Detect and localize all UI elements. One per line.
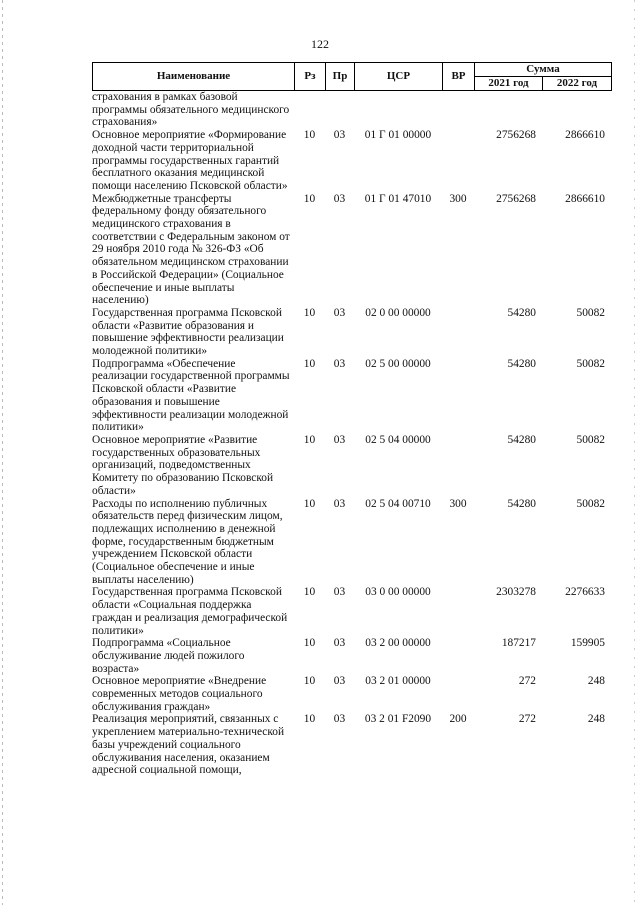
- row-name: Основное мероприятие «Формирование доходной части территориальной программы государственных гарантий бесплатного оказания медицинской помощи населению Псковской области»: [92, 129, 288, 192]
- table-row: [92, 129, 611, 193]
- header-pr: Пр: [326, 63, 355, 91]
- row-csr: 03 2 01 00000: [365, 675, 431, 688]
- row-sum-2022: 2866610: [565, 192, 605, 205]
- row-sum-2021: 272: [518, 675, 536, 688]
- row-name: Основное мероприятие «Развитие государственных образовательных организаций, подведомственных Комитету по образованию Псковской области»: [92, 433, 274, 497]
- row-name: Подпрограмма «Социальное обслуживание людей пожилого возраста»: [92, 637, 245, 675]
- row-rz: 10: [303, 357, 316, 370]
- row-rz: 10: [303, 129, 316, 142]
- table-row: [92, 498, 611, 587]
- row-sum-2022: 2866610: [565, 129, 605, 142]
- row-sum-2021: 187217: [501, 637, 536, 650]
- header-rz: Рз: [295, 63, 326, 91]
- table-row: [92, 637, 611, 675]
- table-row: [92, 713, 611, 777]
- row-vr: [442, 307, 474, 358]
- row-rz: 10: [303, 433, 316, 446]
- row-vr: [442, 358, 474, 434]
- row-rz: 10: [303, 637, 316, 650]
- row-csr: 02 5 04 00000: [365, 433, 431, 446]
- header-year-2022: 2022 год: [543, 77, 612, 91]
- scan-edge-right: [634, 0, 635, 905]
- table-row: [92, 434, 611, 498]
- row-sum-2022: 50082: [576, 433, 605, 446]
- table-row: [92, 358, 611, 434]
- row-rz: [294, 91, 325, 129]
- row-vr: 300: [449, 497, 467, 510]
- header-csr: ЦСР: [355, 63, 443, 91]
- row-sum-2022: 159905: [570, 637, 605, 650]
- row-sum-2022: 2276633: [565, 586, 605, 599]
- row-csr: 03 2 00 00000: [365, 637, 431, 650]
- row-name: Государственная программа Псковской области «Социальная поддержка граждан и реализация демографической политики»: [92, 586, 288, 637]
- row-sum-2022: 50082: [576, 497, 605, 510]
- row-rz: 10: [303, 192, 316, 205]
- row-sum-2021: 2756268: [496, 129, 536, 142]
- row-csr: 03 2 01 F2090: [364, 713, 432, 726]
- row-csr: 01 Г 01 47010: [364, 192, 432, 205]
- row-vr: [442, 434, 474, 498]
- row-sum-2021: 2756268: [496, 192, 536, 205]
- row-pr: 03: [333, 675, 346, 688]
- row-rz: 10: [303, 713, 316, 726]
- scan-edge-left: [2, 0, 3, 905]
- row-name: страхования в рамках базовой программы обязательного медицинского страхования»: [92, 91, 290, 129]
- row-vr: 200: [449, 713, 467, 726]
- row-vr: [442, 91, 474, 129]
- row-vr: [442, 637, 474, 675]
- row-pr: 03: [333, 586, 346, 599]
- row-rz: 10: [303, 497, 316, 510]
- table-row: [92, 307, 611, 358]
- page-number: 122: [311, 37, 329, 51]
- row-sum-2021: 272: [518, 713, 536, 726]
- row-sum-2022: 248: [587, 713, 605, 726]
- row-pr: 03: [333, 129, 346, 142]
- table-row: [92, 586, 611, 637]
- table-row: [92, 91, 611, 129]
- table-header: [92, 62, 612, 91]
- table-row: [92, 193, 611, 307]
- row-name: Межбюджетные трансферты федеральному фонду обязательного медицинского страхования в соответствии с Федеральным законом от 29 ноября 2010 года № 326-ФЗ «Об обязательном медицинском страховании в Российской Федерации» (Социальное обеспечение и иные выплаты населению): [92, 192, 290, 307]
- row-sum-2021: 54280: [507, 497, 536, 510]
- row-name: Подпрограмма «Обеспечение реализации государственной программы Псковской области «Развитие образования и повышение эффективности реализации молодежной политики»: [92, 357, 290, 434]
- budget-table: [92, 91, 611, 777]
- table-row: [92, 675, 611, 713]
- row-pr: 03: [333, 433, 346, 446]
- row-sum-2022: 50082: [576, 357, 605, 370]
- row-csr: [354, 91, 442, 129]
- row-sum-2022: 248: [587, 675, 605, 688]
- row-pr: 03: [333, 713, 346, 726]
- row-csr: 03 0 00 00000: [365, 586, 431, 599]
- row-rz: 10: [303, 675, 316, 688]
- row-sum-2022: 50082: [576, 306, 605, 319]
- row-name: Расходы по исполнению публичных обязательств перед физическим лицом, подлежащих исполнению в денежной форме, государственным бюджетным учреждением Псковской области (Социальное обеспечение и иные выплаты населению): [92, 497, 283, 586]
- row-vr: [442, 586, 474, 637]
- row-name: Основное мероприятие «Внедрение современных методов социального обслуживания граждан»: [92, 675, 267, 713]
- row-vr: [442, 675, 474, 713]
- row-pr: 03: [333, 306, 346, 319]
- row-sum-2022: [542, 91, 611, 129]
- row-sum-2021: 54280: [507, 357, 536, 370]
- row-pr: 03: [333, 497, 346, 510]
- row-csr: 02 5 04 00710: [365, 497, 431, 510]
- row-name: Государственная программа Псковской области «Развитие образования и повышение эффективности реализации молодежной политики»: [92, 306, 284, 358]
- row-vr: 300: [449, 192, 467, 205]
- row-vr: [442, 129, 474, 193]
- row-rz: 10: [303, 306, 316, 319]
- row-pr: 03: [333, 192, 346, 205]
- row-sum-2021: [474, 91, 542, 129]
- row-sum-2021: 2303278: [496, 586, 536, 599]
- header-vr: ВР: [443, 63, 475, 91]
- row-pr: 03: [333, 637, 346, 650]
- row-sum-2021: 54280: [507, 306, 536, 319]
- row-csr: 01 Г 01 00000: [364, 129, 432, 142]
- header-name: Наименование: [93, 63, 295, 91]
- header-year-2021: 2021 год: [475, 77, 543, 91]
- row-pr: 03: [333, 357, 346, 370]
- row-sum-2021: 54280: [507, 433, 536, 446]
- header-sum: Сумма: [475, 63, 612, 77]
- row-csr: 02 5 00 00000: [365, 357, 431, 370]
- row-csr: 02 0 00 00000: [365, 306, 431, 319]
- row-name: Реализация мероприятий, связанных с укреплением материально-технической базы учреждений социального обслуживания населения, оказанием адресной социальной помощи,: [92, 713, 285, 777]
- row-rz: 10: [303, 586, 316, 599]
- row-pr: [325, 91, 354, 129]
